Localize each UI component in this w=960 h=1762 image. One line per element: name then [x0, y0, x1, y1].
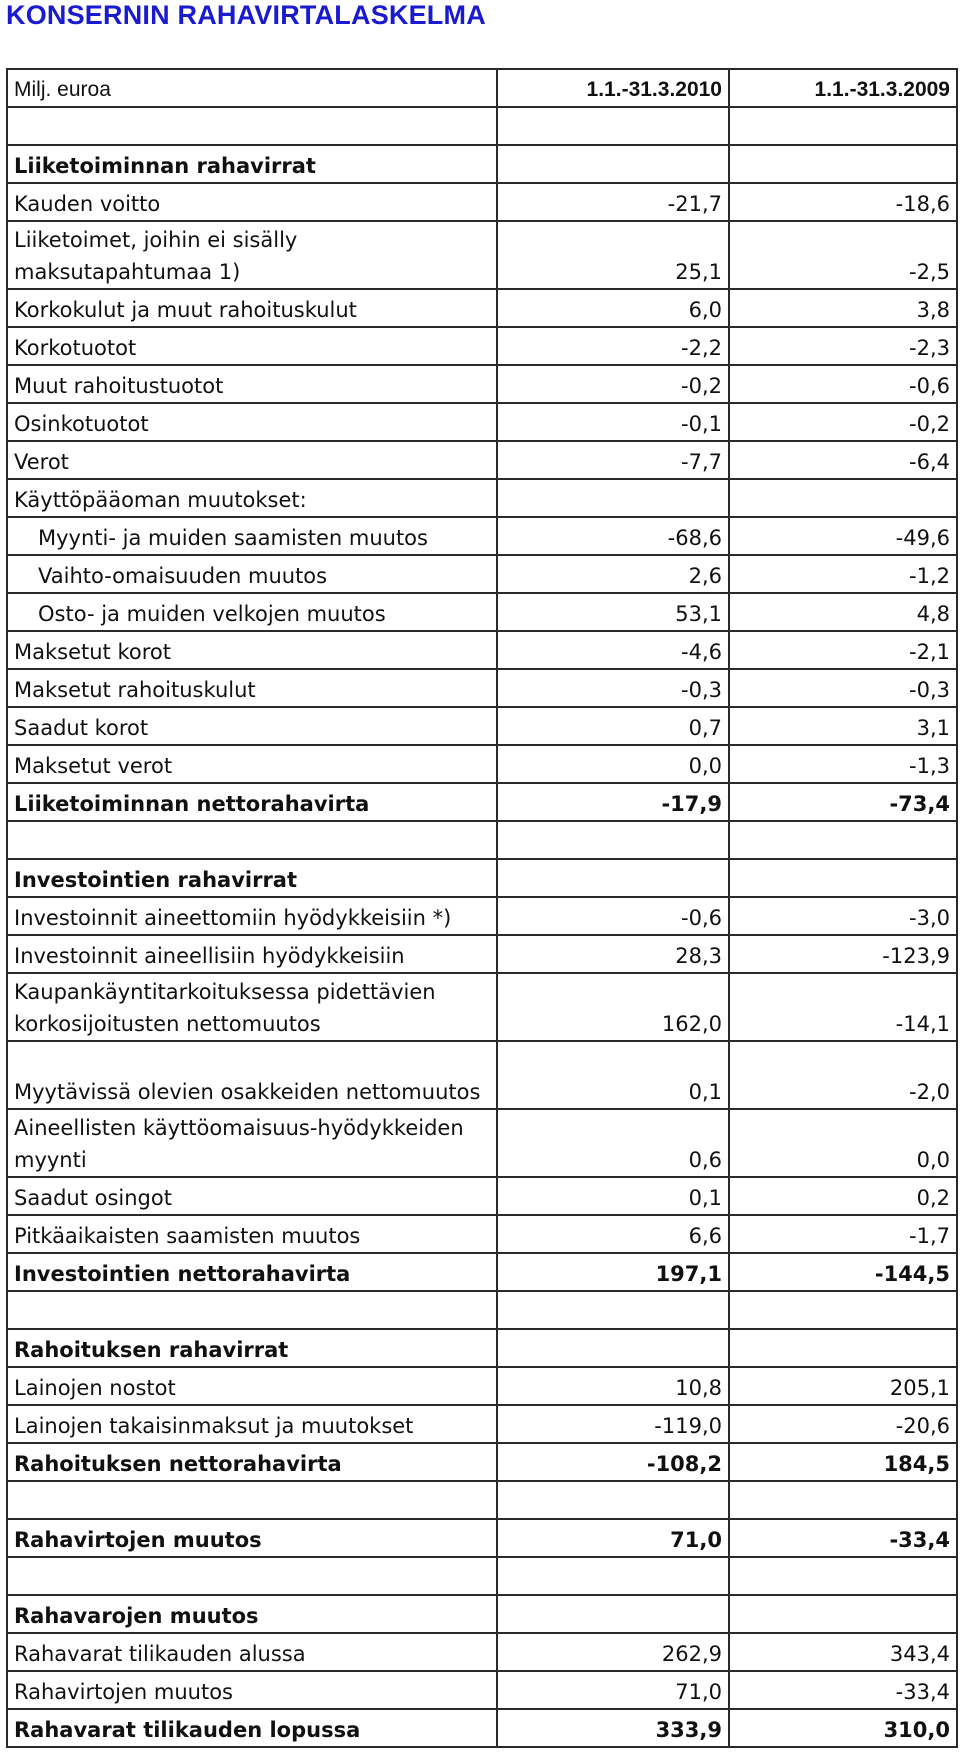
value-2009: -2,0 — [729, 1041, 957, 1109]
value-2010: -68,6 — [497, 517, 729, 555]
table-row — [7, 1329, 957, 1367]
value-2010 — [497, 1595, 729, 1633]
table-row — [7, 517, 957, 555]
value-2010 — [497, 1329, 729, 1367]
row-label: Muut rahoitustuotot — [7, 365, 497, 403]
value-2009: -2,1 — [729, 631, 957, 669]
row-label: Osinkotuotot — [7, 403, 497, 441]
value-2010: 0,7 — [497, 707, 729, 745]
table-row — [7, 1041, 957, 1109]
table-row — [7, 1633, 957, 1671]
table-row — [7, 1367, 957, 1405]
row-label: Korkotuotot — [7, 327, 497, 365]
value-2009 — [729, 1329, 957, 1367]
row-label: Vaihto-omaisuuden muutos — [7, 555, 497, 593]
row-label — [7, 1481, 497, 1519]
value-2010: 197,1 — [497, 1253, 729, 1291]
value-2009: -14,1 — [729, 973, 957, 1041]
row-label: Saadut korot — [7, 707, 497, 745]
value-2009: -1,7 — [729, 1215, 957, 1253]
value-2010: -0,6 — [497, 897, 729, 935]
row-label: Rahoituksen nettorahavirta — [7, 1443, 497, 1481]
value-2009 — [729, 1481, 957, 1519]
row-label: Investointien rahavirrat — [7, 859, 497, 897]
row-label: Pitkäaikaisten saamisten muutos — [7, 1215, 497, 1253]
value-2010: 2,6 — [497, 555, 729, 593]
value-2009: -144,5 — [729, 1253, 957, 1291]
value-2010: 28,3 — [497, 935, 729, 973]
table-row — [7, 1671, 957, 1709]
value-2009: -20,6 — [729, 1405, 957, 1443]
value-2010 — [497, 107, 729, 145]
row-label: Rahavirtojen muutos — [7, 1519, 497, 1557]
value-2009: 3,8 — [729, 289, 957, 327]
value-2009: -49,6 — [729, 517, 957, 555]
column-header-2009: 1.1.-31.3.2009 — [729, 69, 957, 107]
row-label: Maksetut korot — [7, 631, 497, 669]
table-row — [7, 441, 957, 479]
table-row — [7, 1215, 957, 1253]
row-label: Investoinnit aineettomiin hyödykkeisiin *) — [7, 897, 497, 935]
value-2009 — [729, 859, 957, 897]
value-2009 — [729, 1595, 957, 1633]
table-row — [7, 745, 957, 783]
value-2010: -108,2 — [497, 1443, 729, 1481]
value-2009: 3,1 — [729, 707, 957, 745]
value-2009 — [729, 1557, 957, 1595]
value-2010: 71,0 — [497, 1519, 729, 1557]
cash-flow-table — [6, 68, 958, 1748]
value-2009: -73,4 — [729, 783, 957, 821]
row-label: Investointien nettorahavirta — [7, 1253, 497, 1291]
spacer-row — [7, 1291, 957, 1329]
value-2010 — [497, 479, 729, 517]
row-label: Verot — [7, 441, 497, 479]
value-2010: 262,9 — [497, 1633, 729, 1671]
column-header-2010: 1.1.-31.3.2010 — [497, 69, 729, 107]
value-2010: 53,1 — [497, 593, 729, 631]
row-label: Rahavirtojen muutos — [7, 1671, 497, 1709]
table-row — [7, 555, 957, 593]
value-2010: 0,0 — [497, 745, 729, 783]
table-row — [7, 1443, 957, 1481]
table-row — [7, 1405, 957, 1443]
row-label: Aineellisten käyttöomaisuus-hyödykkeiden myynti — [7, 1109, 497, 1177]
value-2009: -0,6 — [729, 365, 957, 403]
table-row — [7, 1519, 957, 1557]
value-2009 — [729, 479, 957, 517]
spacer-row — [7, 821, 957, 859]
table-row — [7, 479, 957, 517]
spacer-row — [7, 1557, 957, 1595]
row-label: Lainojen nostot — [7, 1367, 497, 1405]
value-2010: 0,6 — [497, 1109, 729, 1177]
header-row — [7, 69, 957, 107]
value-2010: 6,0 — [497, 289, 729, 327]
value-2009: -33,4 — [729, 1671, 957, 1709]
value-2010: -119,0 — [497, 1405, 729, 1443]
row-label: Maksetut verot — [7, 745, 497, 783]
value-2009 — [729, 1291, 957, 1329]
table-row — [7, 289, 957, 327]
value-2010: 0,1 — [497, 1177, 729, 1215]
table-row — [7, 783, 957, 821]
row-label: Investoinnit aineellisiin hyödykkeisiin — [7, 935, 497, 973]
row-label: Myynti- ja muiden saamisten muutos — [7, 517, 497, 555]
table-row — [7, 1177, 957, 1215]
value-2010: -21,7 — [497, 183, 729, 221]
value-2009: 0,2 — [729, 1177, 957, 1215]
unit-label: Milj. euroa — [7, 69, 497, 107]
row-label: Rahavarojen muutos — [7, 1595, 497, 1633]
table-row — [7, 365, 957, 403]
row-label: Liiketoiminnan nettorahavirta — [7, 783, 497, 821]
value-2010: 162,0 — [497, 973, 729, 1041]
value-2010: 71,0 — [497, 1671, 729, 1709]
value-2010: -4,6 — [497, 631, 729, 669]
spacer-row — [7, 107, 957, 145]
value-2009: -2,3 — [729, 327, 957, 365]
value-2010: -7,7 — [497, 441, 729, 479]
value-2009: -33,4 — [729, 1519, 957, 1557]
value-2010: 10,8 — [497, 1367, 729, 1405]
spacer-row — [7, 1481, 957, 1519]
value-2009: -1,2 — [729, 555, 957, 593]
table-row — [7, 859, 957, 897]
row-label — [7, 107, 497, 145]
table-row — [7, 1253, 957, 1291]
row-label: Myytävissä olevien osakkeiden nettomuutos — [7, 1041, 497, 1109]
value-2010: -0,2 — [497, 365, 729, 403]
value-2010: -0,1 — [497, 403, 729, 441]
row-label — [7, 1291, 497, 1329]
table-row — [7, 1595, 957, 1633]
value-2009: 343,4 — [729, 1633, 957, 1671]
value-2010 — [497, 859, 729, 897]
value-2009: -0,3 — [729, 669, 957, 707]
value-2010 — [497, 1557, 729, 1595]
value-2010 — [497, 1481, 729, 1519]
value-2009: -0,2 — [729, 403, 957, 441]
row-label: Liiketoimet, joihin ei sisälly maksutapahtumaa 1) — [7, 221, 497, 289]
table-row — [7, 145, 957, 183]
value-2009: -3,0 — [729, 897, 957, 935]
value-2010: -2,2 — [497, 327, 729, 365]
row-label: Kauden voitto — [7, 183, 497, 221]
row-label — [7, 821, 497, 859]
value-2010 — [497, 145, 729, 183]
row-label: Liiketoiminnan rahavirrat — [7, 145, 497, 183]
value-2010: 0,1 — [497, 1041, 729, 1109]
value-2010: 25,1 — [497, 221, 729, 289]
row-label: Osto- ja muiden velkojen muutos — [7, 593, 497, 631]
value-2009 — [729, 821, 957, 859]
value-2009: 310,0 — [729, 1709, 957, 1747]
table-row — [7, 669, 957, 707]
value-2010 — [497, 821, 729, 859]
value-2009 — [729, 107, 957, 145]
row-label: Saadut osingot — [7, 1177, 497, 1215]
value-2009: -1,3 — [729, 745, 957, 783]
row-label: Rahavarat tilikauden alussa — [7, 1633, 497, 1671]
table-row — [7, 221, 957, 289]
table-row — [7, 327, 957, 365]
row-label: Lainojen takaisinmaksut ja muutokset — [7, 1405, 497, 1443]
row-label: Maksetut rahoituskulut — [7, 669, 497, 707]
table-row — [7, 973, 957, 1041]
value-2010: -0,3 — [497, 669, 729, 707]
value-2010 — [497, 1291, 729, 1329]
row-label: Käyttöpääoman muutokset: — [7, 479, 497, 517]
row-label: Rahoituksen rahavirrat — [7, 1329, 497, 1367]
value-2009: -2,5 — [729, 221, 957, 289]
table-row — [7, 935, 957, 973]
table-row — [7, 183, 957, 221]
value-2009: -18,6 — [729, 183, 957, 221]
table-row — [7, 403, 957, 441]
value-2009 — [729, 145, 957, 183]
page-title: KONSERNIN RAHAVIRTALASKELMA — [6, 0, 486, 30]
row-label: Korkokulut ja muut rahoituskulut — [7, 289, 497, 327]
value-2009: -6,4 — [729, 441, 957, 479]
value-2010: 333,9 — [497, 1709, 729, 1747]
row-label: Rahavarat tilikauden lopussa — [7, 1709, 497, 1747]
row-label: Kaupankäyntitarkoituksessa pidettävien korkosijoitusten nettomuutos — [7, 973, 497, 1041]
value-2009: -123,9 — [729, 935, 957, 973]
value-2009: 205,1 — [729, 1367, 957, 1405]
value-2009: 4,8 — [729, 593, 957, 631]
value-2009: 0,0 — [729, 1109, 957, 1177]
value-2010: -17,9 — [497, 783, 729, 821]
row-label — [7, 1557, 497, 1595]
table-row — [7, 707, 957, 745]
value-2010: 6,6 — [497, 1215, 729, 1253]
table-row — [7, 1109, 957, 1177]
table-row — [7, 1709, 957, 1747]
value-2009: 184,5 — [729, 1443, 957, 1481]
table-row — [7, 593, 957, 631]
table-row — [7, 897, 957, 935]
table-row — [7, 631, 957, 669]
